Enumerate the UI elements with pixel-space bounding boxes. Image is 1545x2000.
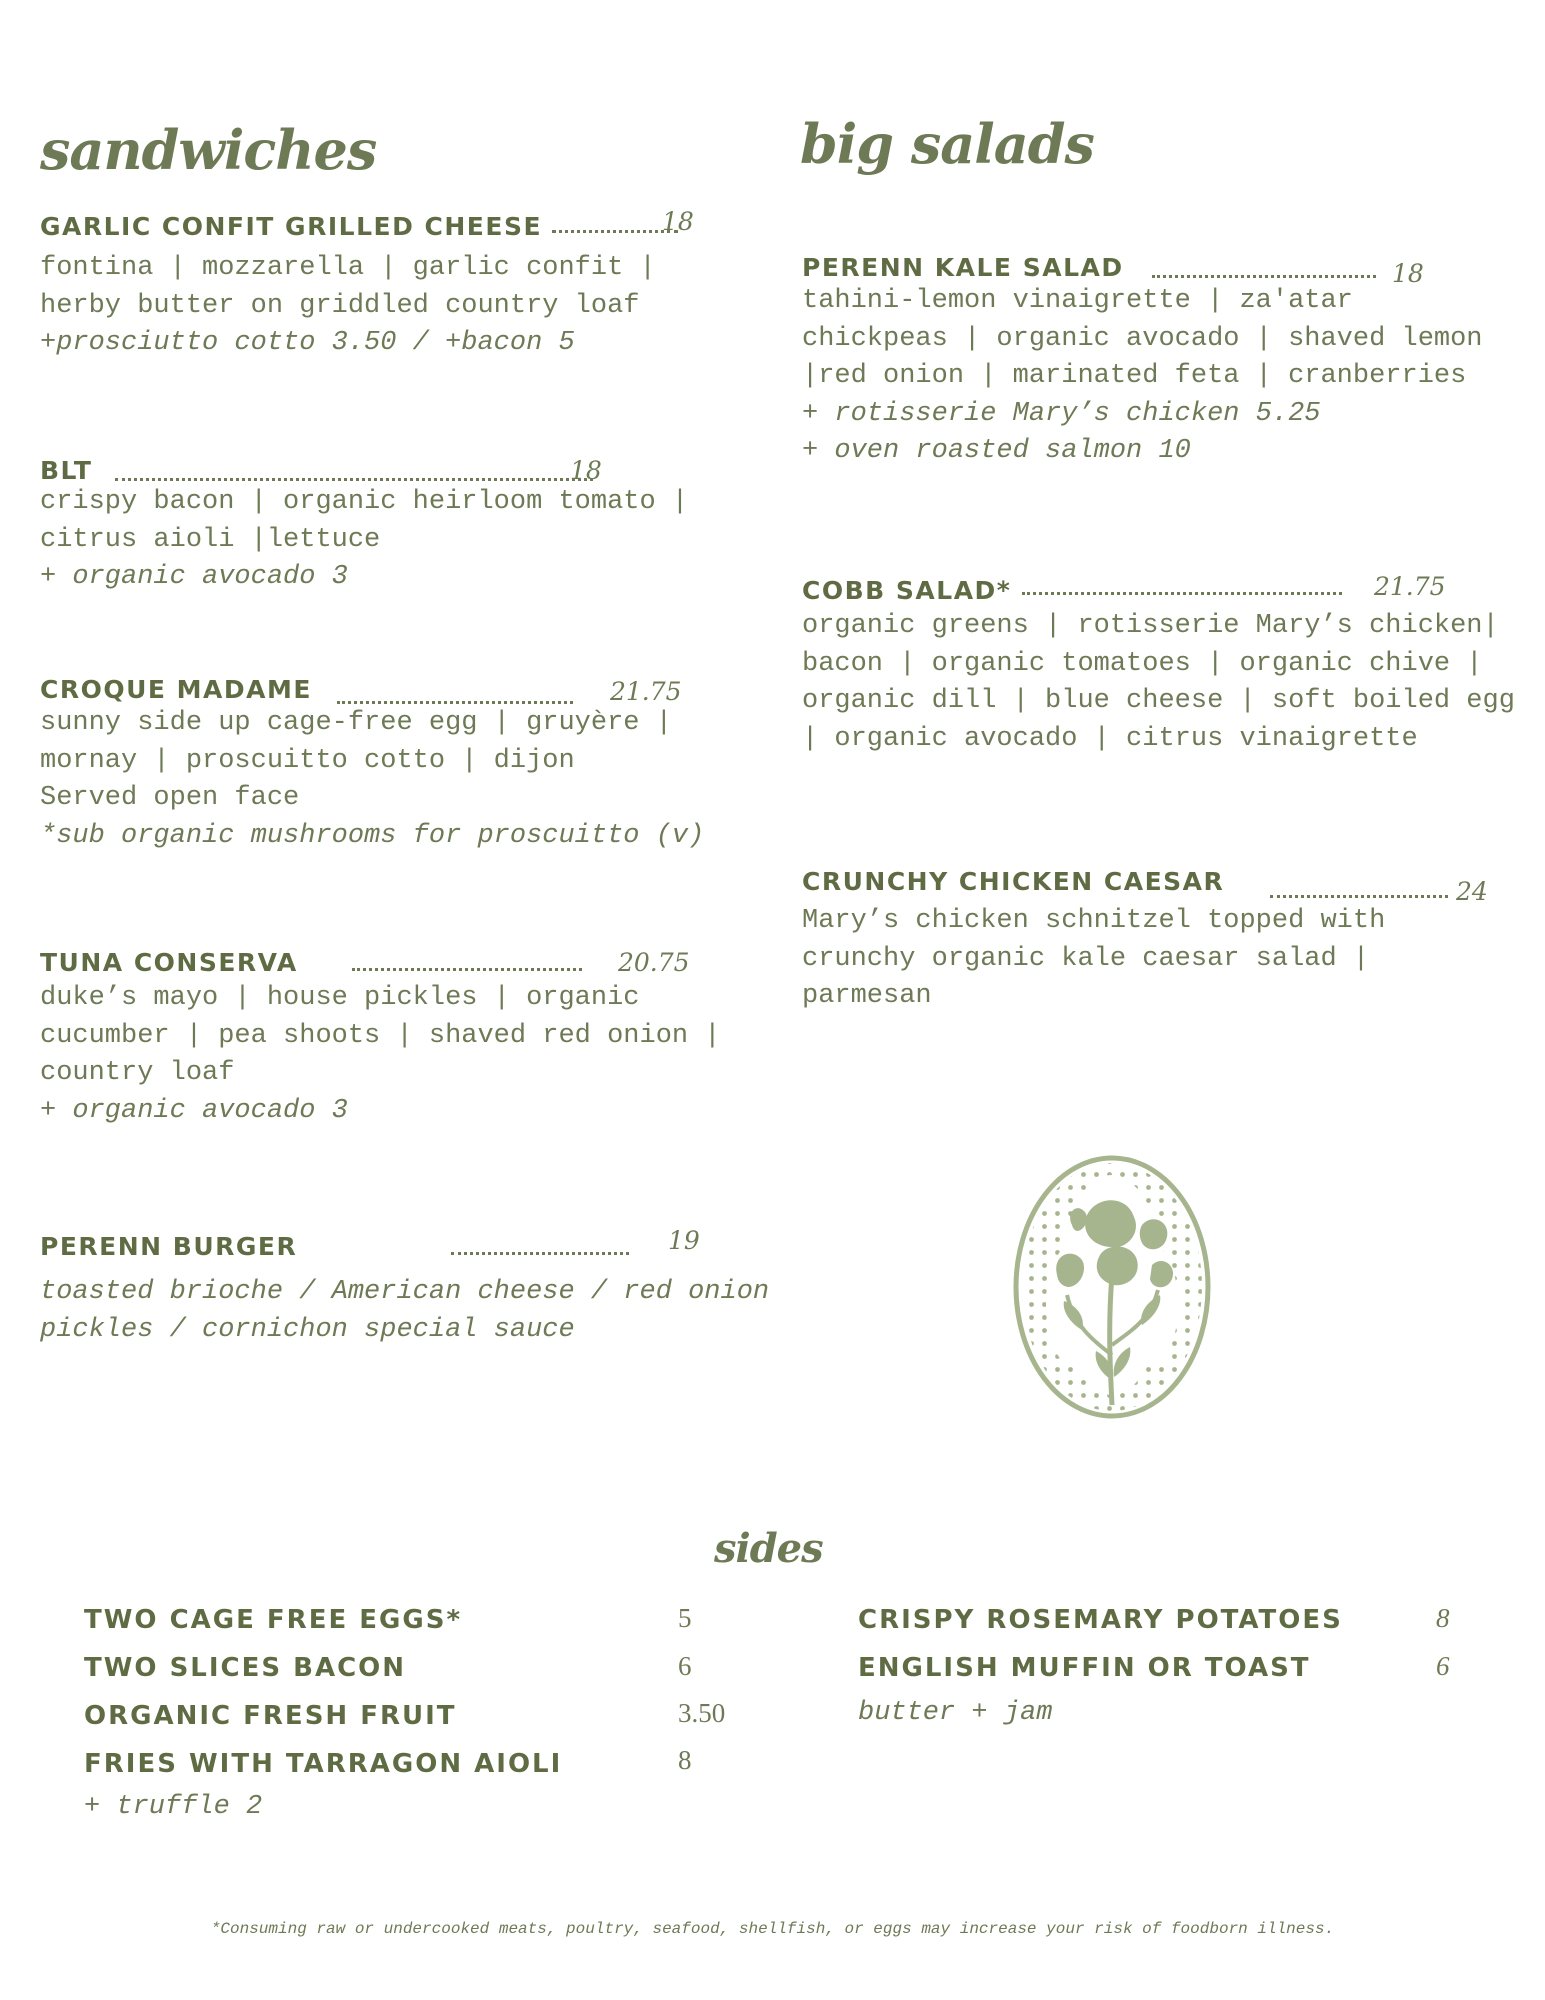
item-name: TUNA CONSERVA (40, 948, 298, 977)
leader-dots (552, 230, 678, 233)
side-item-name: TWO CAGE FREE EGGS* (84, 1605, 463, 1635)
leader-dots (451, 1252, 629, 1255)
side-addon-note: butter + jam (858, 1698, 1053, 1728)
desc-line: organic greens | rotisserie Mary’s chicken| (802, 611, 1499, 641)
side-item-price: 8 (1436, 1603, 1450, 1633)
item-price: 19 (668, 1226, 700, 1255)
leader-dots (337, 701, 573, 704)
desc-line: herby butter on griddled country loaf (40, 290, 640, 321)
item-description (802, 903, 1385, 1016)
item-name: PERENN BURGER (40, 1232, 298, 1261)
desc-line: Served open face (40, 783, 300, 813)
item-description (802, 608, 1515, 758)
side-item-price: 3.50 (678, 1698, 726, 1728)
item-description (40, 1274, 769, 1349)
leader-dots (1270, 895, 1448, 898)
item-name: BLT (40, 456, 93, 485)
item-price: 18 (1392, 259, 1424, 288)
side-item-name: FRIES WITH TARRAGON AIOLI (84, 1749, 563, 1779)
leader-dots (1152, 275, 1376, 278)
item-price: 18 (662, 207, 694, 236)
desc-line: |red onion | marinated feta | cranberries (802, 361, 1467, 391)
item-name: GARLIC CONFIT GRILLED CHEESE (40, 212, 543, 241)
desc-line: country loaf (40, 1058, 235, 1088)
side-item-name: TWO SLICES BACON (84, 1653, 407, 1683)
desc-line: parmesan (802, 981, 932, 1011)
desc-line: citrus aioli |lettuce (40, 524, 381, 555)
item-description (40, 250, 656, 363)
desc-line: sunny side up cage-free egg | gruyère | (40, 708, 672, 738)
desc-line: Mary’s chicken schnitzel topped with (802, 906, 1386, 936)
item-name: PERENN KALE SALAD (802, 253, 1124, 282)
leader-dots (1022, 592, 1342, 595)
desc-line: pickles / cornichon special sauce (40, 1314, 575, 1345)
leader-dots (352, 968, 582, 971)
floral-oval-emblem-icon (1012, 1155, 1212, 1425)
side-item-price: 6 (1436, 1651, 1450, 1681)
addon-line: + oven roasted salmon 10 (802, 436, 1191, 466)
item-description (40, 705, 704, 855)
desc-line: organic dill | blue cheese | soft boiled egg (802, 686, 1515, 716)
desc-line: duke’s mayo | house pickles | organic (40, 983, 640, 1013)
side-item-name: CRISPY ROSEMARY POTATOES (858, 1605, 1343, 1635)
item-price: 21.75 (610, 677, 682, 706)
desc-line: crispy bacon | organic heirloom tomato | (40, 487, 689, 517)
desc-line: toasted brioche / American cheese / red onion (40, 1277, 770, 1307)
desc-line: bacon | organic tomatoes | organic chive | (802, 648, 1483, 679)
side-addon-note: + truffle 2 (84, 1792, 263, 1822)
desc-line: fontina | mozzarella | garlic confit | (40, 253, 656, 283)
addon-line: + rotisserie Mary’s chicken 5.25 (802, 398, 1321, 429)
addon-line: +prosciutto cotto 3.50 / +bacon 5 (40, 328, 575, 358)
item-description (40, 484, 688, 597)
side-item-price: 8 (678, 1745, 692, 1775)
item-name: CROQUE MADAME (40, 675, 312, 704)
footer-disclaimer: *Consuming raw or undercooked meats, poultry, seafood, shellfish, or eggs may increase your risk of foodborn illness. (210, 1920, 1335, 1938)
desc-line: | organic avocado | citrus vinaigrette (802, 723, 1418, 754)
desc-line: chickpeas | organic avocado | shaved lemon (802, 323, 1483, 354)
item-name: CRUNCHY CHICKEN CAESAR (802, 867, 1225, 896)
item-name: COBB SALAD* (802, 576, 1012, 605)
item-price: 18 (570, 456, 602, 485)
desc-line: tahini-lemon vinaigrette | za'atar (802, 286, 1353, 316)
sides-heading: sides (714, 1525, 823, 1572)
item-price: 24 (1456, 877, 1488, 906)
big-salads-heading: big salads (800, 112, 1094, 176)
item-description (40, 980, 721, 1130)
side-item-price: 5 (678, 1603, 692, 1633)
item-description (802, 283, 1483, 471)
leader-dots (115, 478, 593, 481)
desc-line: cucumber | pea shoots | shaved red onion | (40, 1020, 721, 1051)
side-item-name: ORGANIC FRESH FRUIT (84, 1701, 457, 1731)
addon-line: + organic avocado 3 (40, 1095, 348, 1126)
item-price: 20.75 (618, 948, 690, 977)
item-price: 21.75 (1374, 572, 1446, 601)
sandwiches-heading: sandwiches (40, 118, 377, 182)
desc-line: mornay | proscuitto cotto | dijon (40, 745, 575, 776)
desc-line: crunchy organic kale caesar salad | (802, 943, 1370, 974)
side-item-price: 6 (678, 1651, 692, 1681)
side-item-name: ENGLISH MUFFIN OR TOAST (858, 1653, 1311, 1683)
addon-line: + organic avocado 3 (40, 562, 348, 592)
addon-line: *sub organic mushrooms for proscuitto (v) (40, 820, 705, 851)
